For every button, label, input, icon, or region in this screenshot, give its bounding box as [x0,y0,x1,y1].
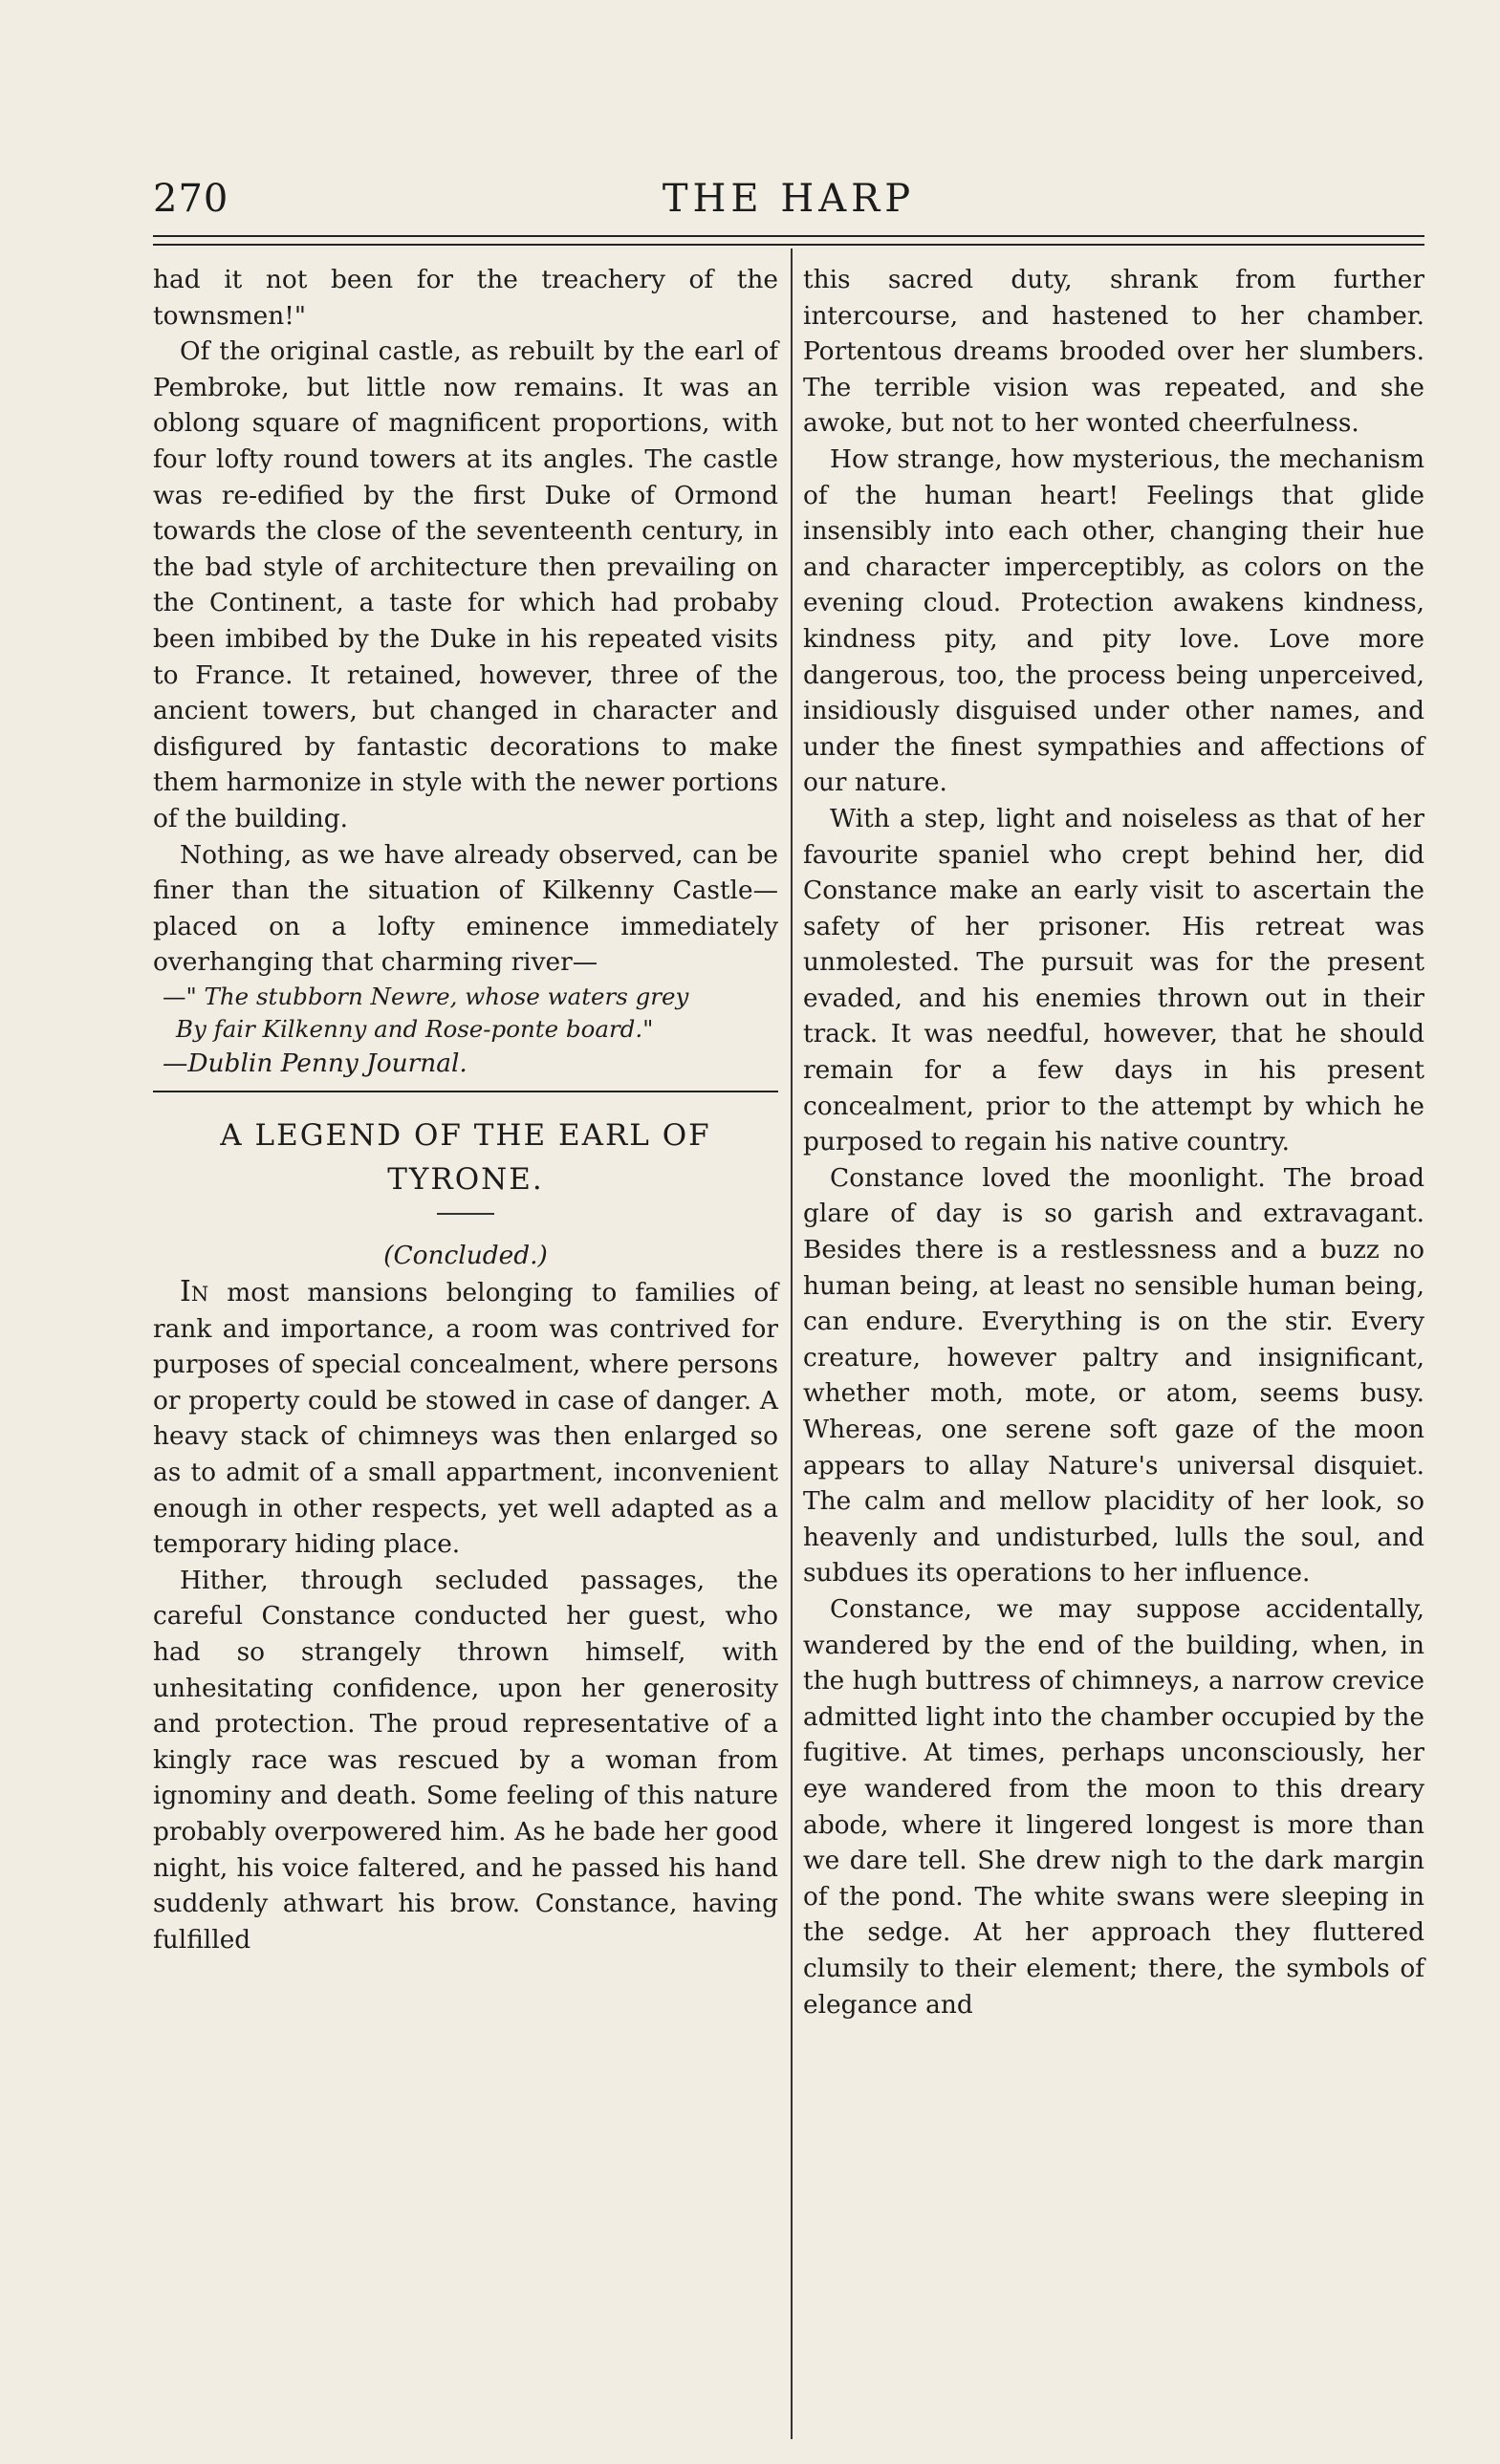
citation: —Dublin Penny Journal. [163,1048,467,1078]
paragraph: Hither, through secluded passages, the careful Constance conducted her guest, who had so strangely thrown himself, with unhesitating confidence, upon her generosity and protection. The proud representative of a kingly race was rescued by a woman from ignominy and death. Some feeling of this nature probably overpowered him. As he bade her good night, his voice faltered, and he passed his hand suddenly athwart his brow. Constance, having fulfilled [153,1565,778,1955]
paragraph: Constance, we may suppose accidentally, wandered by the end of the building, when, in the hugh buttress of chimneys, a narrow crevice admitted light into the chamber occupied by the fugitive. At times, perhaps unconsciously, her eye wandered from the moon to this dreary abode, where it lingered longest is more than we dare tell. She drew nigh to the dark margin of the pond. The white swans were sleeping in the sedge. At her approach they fluttered clumsily to their element; there, the symbols of elegance and [803,1593,1424,2020]
paragraph [153,1274,778,1563]
initial-word: In [180,1275,209,1309]
running-title: THE HARP [662,177,916,221]
paragraph: How strange, how mysterious, the mechanism of the human heart! Feelings that glide insensibly into each other, changing their hue and character imperceptibly, as colors on the evening cloud. Protection awakens kindness, kindness pity, and pity love. Love more dangerous, too, the process being unperceived, insidiously disguised under other names, and under the finest sympathies and affections of our nature. [803,443,1424,798]
paragraph: Nothing, as we have already observed, can be finer than the situation of Kilkenny Castle—placed on a lofty eminence immediately overhanging that charming river— [153,839,778,978]
right-column [803,262,1424,2022]
column-divider [791,249,793,2439]
header-double-rule [153,235,1424,246]
left-column [153,262,778,1957]
page-header [153,170,1424,227]
verse-quotation [153,981,778,1046]
verse-line: By fair Kilkenny and Rose-ponte board." [176,1014,654,1043]
paragraph: had it not been for the treachery of the townsmen!" [153,265,778,331]
article-title [153,1113,778,1201]
paragraph-text: most mansions belonging to families of rank and importance, a room was contrived for purposes of special concealment, where persons or property could be stowed in case of danger. A heavy stack of chimneys was then enlarged so as to admit of a small appartment, inconvenient enough in other respects, yet well adapted as a temporary hiding place. [153,1278,778,1560]
paragraph: With a step, light and noiseless as that of her favourite spaniel who crept behind her, did Constance make an early visit to ascertain the safety of her prisoner. His retreat was unmolested. The pursuit was for the present evaded, and his enemies thrown out in their track. It was needful, however, that he should remain for a few days in his present concealment, prior to the attempt by which he purposed to regain his native country. [803,803,1424,1157]
paragraph: Constance loved the moonlight. The broad glare of day is so garish and extravagant. Besides there is a restlessness and a buzz no human being, at least no sensible human being, can endure. Everything is on the stir. Every creature, however paltry and insignificant, whether moth, mote, or atom, seems busy. Whereas, one serene soft gaze of the moon appears to allay Nature's universal disquiet. The calm and mellow placidity of her look, so heavenly and undisturbed, lulls the soul, and subdues its operations to her influence. [803,1162,1424,1589]
article-title-line: A LEGEND OF THE EARL OF [220,1118,711,1154]
paragraph: this sacred duty, shrank from further intercourse, and hastened to her chamber. Portentous dreams brooded over her slumbers. The terrible vision was repeated, and she awoke, but not to her wonted cheerfulness. [803,265,1424,439]
concluded-note: (Concluded.) [383,1241,548,1271]
paragraph: Of the original castle, as rebuilt by the earl of Pembroke, but little now remains. It was an oblong square of magnificent proportions, with four lofty round towers at its angles. The castle was re-edified by the first Duke of Ormond towards the close of the seventeenth century, in the bad style of architecture then prevailing on the Continent, a taste for which had probaby been imbibed by the Duke in his repeated visits to France. It retained, however, three of the ancient towers, but changed in character and disfigured by fantastic decorations to make them harmonize in style with the newer portions of the building. [153,336,778,833]
article-title-line: TYRONE. [387,1162,544,1198]
short-divider [437,1213,494,1215]
verse-line: —" The stubborn Newre, whose waters grey [163,982,689,1010]
page-number: 270 [153,177,229,221]
section-divider [153,1091,778,1092]
